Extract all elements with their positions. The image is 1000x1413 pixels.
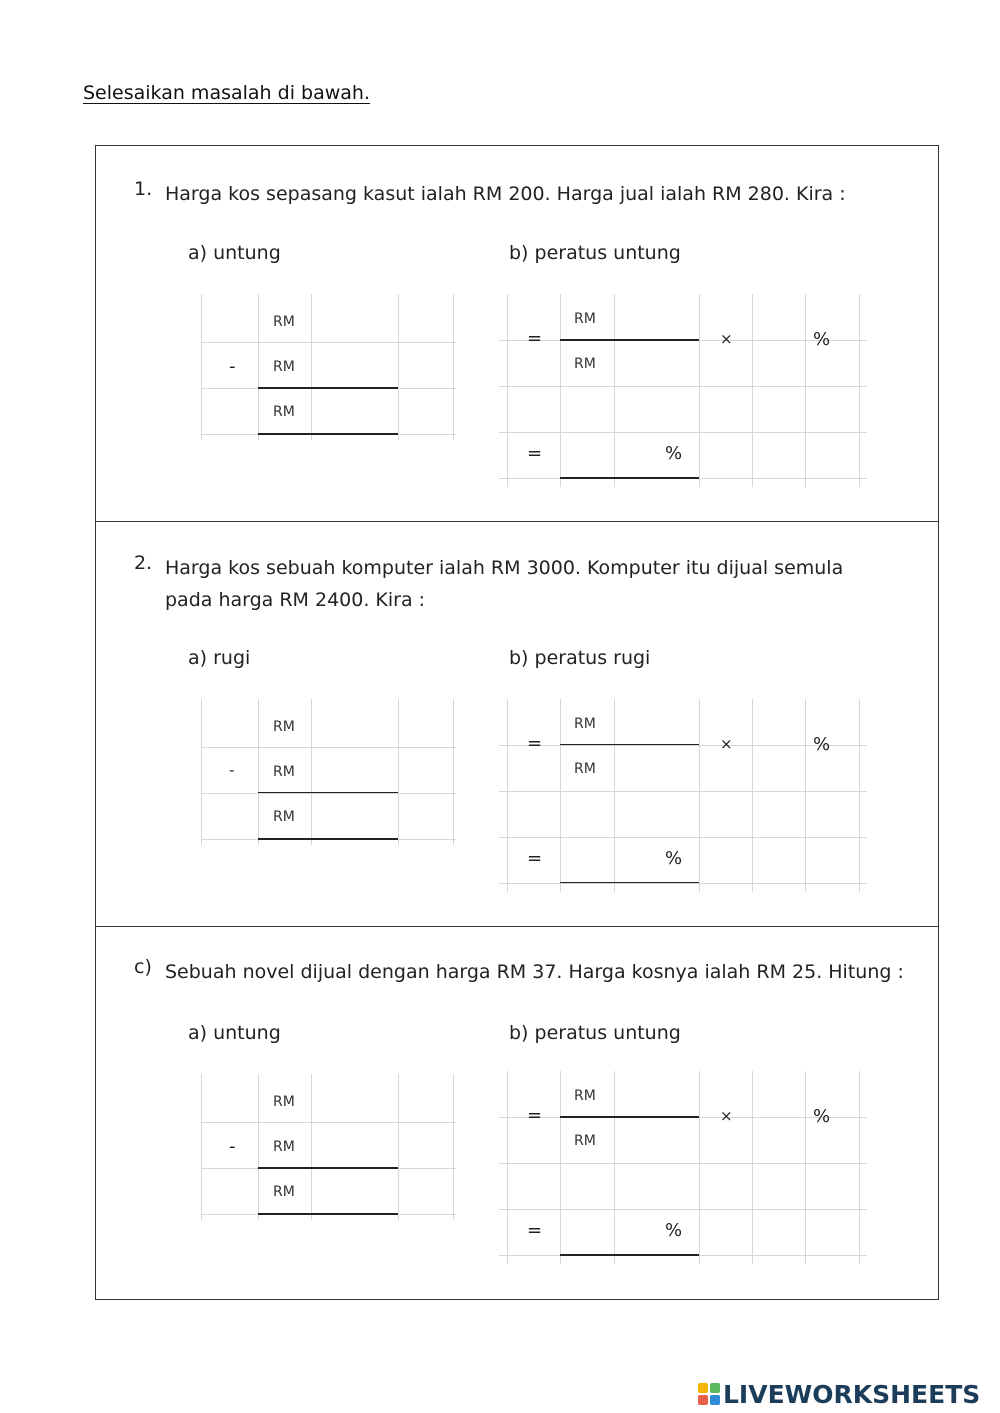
fraction-line xyxy=(560,1116,699,1118)
grid-line xyxy=(258,699,259,845)
question-2 xyxy=(96,521,938,927)
percent-sign: % xyxy=(665,1220,683,1241)
equals-sign: = xyxy=(527,848,543,869)
grid-line xyxy=(311,699,312,845)
minus-sign: - xyxy=(229,356,236,377)
grid-line xyxy=(201,699,202,845)
question-1 xyxy=(96,146,938,522)
sum-line xyxy=(258,433,398,435)
percent-sign: % xyxy=(813,1106,831,1127)
answer-grid-a xyxy=(201,1074,456,1222)
equals-sign: = xyxy=(527,443,543,464)
grid-line xyxy=(453,294,454,440)
percent-sign: % xyxy=(813,329,831,350)
currency-label: RM xyxy=(574,311,596,327)
grid-line xyxy=(201,747,456,748)
grid-line xyxy=(398,1074,399,1220)
part-b-label: b) peratus rugi xyxy=(509,647,651,669)
currency-label: RM xyxy=(273,359,295,375)
sum-line xyxy=(258,838,398,840)
equals-sign: = xyxy=(527,733,543,754)
result-line xyxy=(560,477,699,479)
grid-line xyxy=(499,745,867,746)
grid-line xyxy=(614,1071,615,1264)
grid-line xyxy=(560,699,561,892)
result-line xyxy=(560,882,699,883)
percent-sign: % xyxy=(665,443,683,464)
grid-line xyxy=(201,342,456,343)
currency-label: RM xyxy=(574,1133,596,1149)
grid-line xyxy=(499,1163,867,1164)
grid-line xyxy=(499,432,867,433)
grid-line xyxy=(258,1074,259,1220)
grid-line xyxy=(859,294,860,487)
answer-grid-a xyxy=(201,294,456,442)
grid-line xyxy=(201,294,202,440)
question-number: c) xyxy=(134,956,152,978)
fraction-line xyxy=(560,339,699,341)
currency-label: RM xyxy=(273,719,295,735)
equals-sign: = xyxy=(527,1220,543,1241)
currency-label: RM xyxy=(574,1088,596,1104)
currency-label: RM xyxy=(273,809,295,825)
grid-line xyxy=(859,1071,860,1264)
times-sign: × xyxy=(720,735,733,753)
answer-grid-a xyxy=(201,699,456,847)
currency-label: RM xyxy=(574,716,596,732)
equals-sign: = xyxy=(527,328,543,349)
grid-line xyxy=(805,1071,806,1264)
currency-label: RM xyxy=(273,1139,295,1155)
grid-line xyxy=(507,699,508,892)
grid-line xyxy=(311,1074,312,1220)
grid-line xyxy=(805,699,806,892)
grid-line xyxy=(752,294,753,487)
times-sign: × xyxy=(720,330,733,348)
grid-line xyxy=(499,386,867,387)
grid-line xyxy=(699,294,700,487)
grid-line xyxy=(560,1071,561,1264)
liveworksheets-logo xyxy=(698,1376,980,1412)
answer-grid-b xyxy=(499,699,869,894)
grid-line xyxy=(699,699,700,892)
grid-line xyxy=(453,699,454,845)
grid-line xyxy=(398,699,399,845)
logo-icon xyxy=(698,1383,720,1405)
question-line: Harga kos sebuah komputer ialah RM 3000. Komputer itu dijual semula xyxy=(165,557,844,579)
answer-grid-b xyxy=(499,1071,869,1266)
question-3 xyxy=(96,926,938,1300)
grid-line xyxy=(752,1071,753,1264)
question-number: 2. xyxy=(134,552,153,574)
grid-line xyxy=(699,1071,700,1264)
grid-line xyxy=(859,699,860,892)
grid-line xyxy=(614,294,615,487)
page-title: Selesaikan masalah di bawah. xyxy=(83,82,370,104)
questions-frame xyxy=(95,145,939,1300)
currency-label: RM xyxy=(273,404,295,420)
currency-label: RM xyxy=(574,761,596,777)
grid-line xyxy=(805,294,806,487)
sum-line xyxy=(258,1167,398,1169)
grid-line xyxy=(398,294,399,440)
fraction-line xyxy=(560,744,699,745)
currency-label: RM xyxy=(273,1184,295,1200)
percent-sign: % xyxy=(665,848,683,869)
logo-text: LIVEWORKSHEETS xyxy=(723,1379,981,1409)
percent-sign: % xyxy=(813,734,831,755)
question-line: Harga kos sepasang kasut ialah RM 200. Harga jual ialah RM 280. Kira : xyxy=(165,183,846,205)
part-a-label: a) untung xyxy=(188,1022,281,1044)
times-sign: × xyxy=(720,1107,733,1125)
grid-line xyxy=(311,294,312,440)
question-line: Sebuah novel dijual dengan harga RM 37. Harga kosnya ialah RM 25. Hitung : xyxy=(165,961,904,983)
grid-line xyxy=(507,294,508,487)
grid-line xyxy=(201,1074,202,1220)
question-number: 1. xyxy=(134,178,153,200)
sum-line xyxy=(258,1213,398,1215)
grid-line xyxy=(614,699,615,892)
part-b-label: b) peratus untung xyxy=(509,1022,681,1044)
grid-line xyxy=(499,1209,867,1210)
grid-line xyxy=(201,1122,456,1123)
grid-line xyxy=(201,793,456,794)
part-a-label: a) rugi xyxy=(188,647,251,669)
result-line xyxy=(560,1254,699,1256)
answer-grid-b xyxy=(499,294,869,489)
question-line: pada harga RM 2400. Kira : xyxy=(165,589,426,611)
grid-line xyxy=(499,883,867,884)
sum-line xyxy=(258,792,398,793)
grid-line xyxy=(499,791,867,792)
currency-label: RM xyxy=(273,1094,295,1110)
minus-sign: - xyxy=(229,761,235,779)
equals-sign: = xyxy=(527,1105,543,1126)
grid-line xyxy=(752,699,753,892)
currency-label: RM xyxy=(273,314,295,330)
part-b-label: b) peratus untung xyxy=(509,242,681,264)
grid-line xyxy=(507,1071,508,1264)
sum-line xyxy=(258,387,398,389)
grid-line xyxy=(499,837,867,838)
grid-line xyxy=(560,294,561,487)
grid-line xyxy=(453,1074,454,1220)
currency-label: RM xyxy=(273,764,295,780)
minus-sign: - xyxy=(229,1136,236,1157)
part-a-label: a) untung xyxy=(188,242,281,264)
currency-label: RM xyxy=(574,356,596,372)
grid-line xyxy=(258,294,259,440)
